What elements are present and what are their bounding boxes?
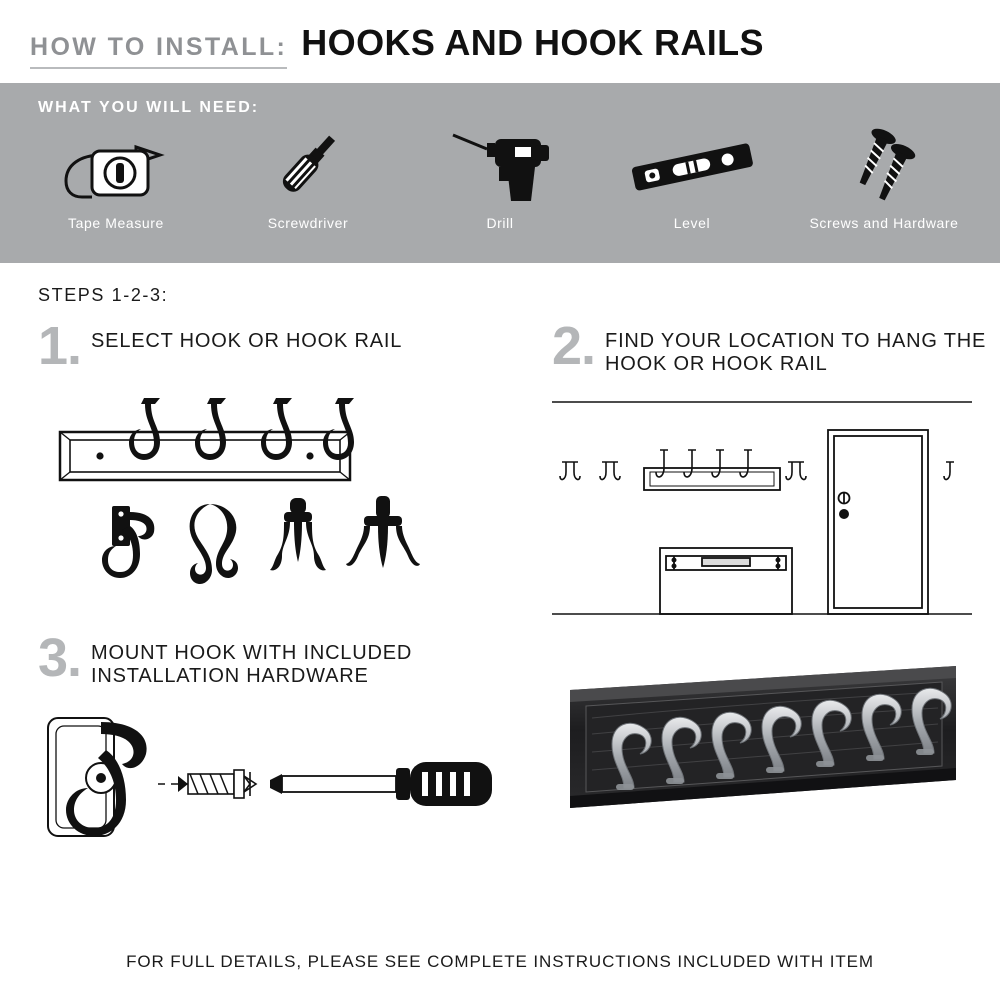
step-3-heading	[38, 628, 498, 688]
footer-note: FOR FULL DETAILS, PLEASE SEE COMPLETE INSTRUCTIONS INCLUDED WITH ITEM	[126, 952, 874, 971]
tools-list	[0, 123, 1000, 233]
page-header	[0, 0, 1000, 75]
tool-screwdriver	[223, 123, 393, 233]
step-1-number: 1.	[38, 316, 82, 376]
step-2-heading	[552, 316, 1000, 376]
steps-heading: STEPS 1-2-3:	[38, 285, 169, 305]
step-1-illustration	[38, 380, 458, 635]
page-title: HOOKS AND HOOK RAILS	[301, 22, 764, 63]
step-3	[38, 628, 498, 895]
tool-label: Drill	[486, 215, 514, 231]
step-2	[552, 316, 1000, 653]
screws-icon	[799, 123, 969, 207]
header-eyebrow: HOW TO INSTALL:	[30, 33, 287, 69]
step-2-illustration	[552, 388, 1000, 653]
what-you-will-need-band	[0, 83, 1000, 263]
tool-screws	[799, 123, 969, 233]
black-wood-hook-rail-photo	[552, 648, 972, 858]
step-2-number: 2.	[552, 316, 596, 376]
step-1-heading	[38, 316, 458, 376]
tape-measure-icon	[31, 123, 201, 207]
tool-label: Tape Measure	[68, 215, 164, 231]
tool-drill	[415, 123, 585, 233]
tool-tape-measure	[31, 123, 201, 233]
step-2-text: FIND YOUR LOCATION TO HANG THE HOOK OR HOOK RAIL	[605, 330, 987, 375]
needs-title: WHAT YOU WILL NEED:	[38, 99, 260, 116]
tool-label: Screws and Hardware	[809, 215, 959, 231]
tool-level	[607, 123, 777, 233]
tool-label: Screwdriver	[267, 215, 349, 231]
step-3-number: 3.	[38, 628, 82, 688]
steps-grid	[0, 316, 1000, 936]
step-1-text: SELECT HOOK OR HOOK RAIL	[91, 330, 403, 352]
step-3-illustration	[38, 700, 498, 895]
step-1	[38, 316, 458, 635]
level-icon	[607, 123, 777, 207]
hook-rail-photo	[552, 648, 972, 863]
step-3-text: MOUNT HOOK WITH INCLUDED INSTALLATION HARDWARE	[91, 642, 413, 687]
drill-icon	[415, 123, 585, 207]
screwdriver-icon	[223, 123, 393, 207]
tool-label: Level	[673, 215, 711, 231]
